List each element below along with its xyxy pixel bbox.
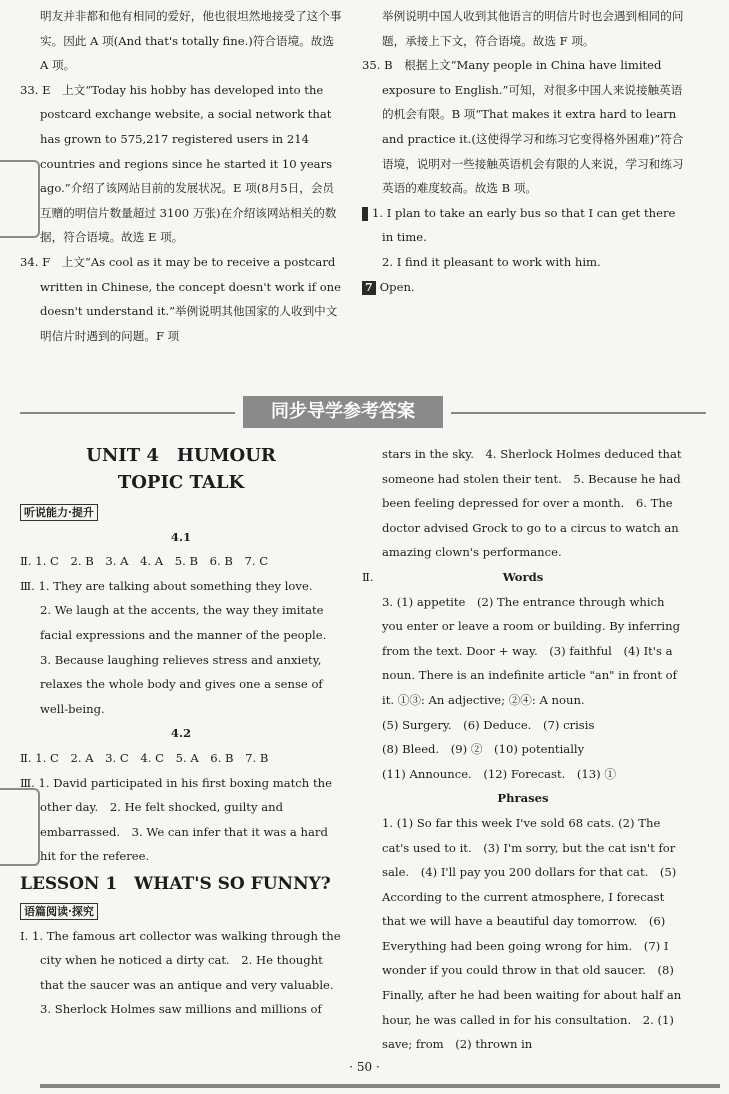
top-right-column [345, 4, 684, 299]
answers-4-1-part-3-q2: 2. We laugh at the accents, the way they imitate facial expressions and the manner of the people. [40, 603, 327, 642]
margin-stamp-top [0, 160, 40, 238]
words-answers: 3. (1) appetite (2) The entrance through which you enter or leave a room or building. By inferring from the text. Door + way. (3) faithful (4) It's a noun. There is an indefinite article "an" in front of it. ①③: An adjective; ②④: A noun. [382, 594, 680, 707]
answers-4-1-part-3-q1: Ⅲ. 1. They are talking about something they love. [20, 578, 313, 593]
bottom-right-column [362, 442, 684, 1057]
listening-speaking-tag: 听说能力·提升 [20, 504, 98, 521]
lesson-1-answers: Ⅰ. 1. The famous art collector was walking through the city when he noticed a dirty cat. 2. He thought that the saucer was an antique and very valuable. 3. Sherlock Holmes saw millions and millions of [20, 928, 346, 1017]
section-7-badge: 7 [362, 281, 376, 295]
words-answers-5-7: (5) Surgery. (6) Deduce. (7) crisis [382, 717, 595, 732]
topic-title: TOPIC TALK [117, 472, 245, 493]
banner-rule-right [451, 412, 706, 414]
answers-4-2-part-2: Ⅱ. 1. C 2. A 3. C 4. C 5. A 6. B 7. B [20, 750, 269, 765]
heading-4-2: 4.2 [170, 726, 192, 741]
answer-34: 34. F 上文“As cool as it may be to receive a postcard written in Chinese, the concept doesn't work if one doesn't understand it.”举例说明其他国家的人收到中文明信片时遇到的问题。F 项 [20, 254, 342, 343]
lesson-1-answers-continued: stars in the sky. 4. Sherlock Holmes deduced that someone had stolen their tent. 5. Because he had been feeling depressed for over a month. 6. The doctor advised Grock to go to a circus to watch an amazing clown's performance. [382, 447, 682, 560]
section-6-badge: 6 [362, 207, 368, 221]
banner-rule-left [20, 412, 235, 414]
footer-rule [40, 1084, 720, 1088]
bottom-left-column [20, 442, 346, 1022]
words-answers-8-10: (8) Bleed. (9) ② (10) potentially [382, 742, 585, 757]
words-heading: Words [502, 569, 544, 584]
section-7: 7 Open. [362, 275, 684, 300]
page-number: · 50 · [349, 1060, 380, 1074]
part-2-label: Ⅱ. [362, 569, 374, 584]
heading-4-1: 4.1 [170, 529, 192, 544]
top-left-column [20, 4, 342, 348]
section-6-item-1: 6 1. I plan to take an early bus so that I can get there in time. [345, 205, 676, 245]
answer-32-continued: 明友并非都和他有相同的爱好，他也很坦然地接受了这个事实。因此 A 项(And that's totally fine.)符合语境。故选 A 项。 [40, 9, 342, 73]
margin-stamp-bottom [0, 788, 40, 866]
phrases-heading: Phrases [497, 791, 549, 806]
answer-33: 33. E 上文“Today his hobby has developed into the postcard exchange website, a social network that has grown to 575,217 registered users in 214 countries and regions since he started it 10 years ago.”介绍了该网站目前的发展状况。E 项(8月5日，会员互赠的明信片数量超过 3100 万张)在介绍该网站相关的数据，符合语境。故选 E 项。 [20, 82, 337, 245]
reading-tag: 语篇阅读·探究 [20, 903, 98, 920]
answer-35: 35. B 根据上文“Many people in China have limited exposure to English.”可知，对很多中国人来说接触英语的机会有限。B 项“That makes it extra hard to learn and practice it.(这使得学习和练习它变得格外困难)”符合语境，说明对一些接触英语机会有限的人来说，学习和练习英语的难度较高。故选 B 项。 [362, 58, 684, 196]
phrases-answers: 1. (1) So far this week I've sold 68 cats. (2) The cat's used to it. (3) I'm sorry, but the cat isn't for sale. (4) I'll pay you 200 dollars for that cat. (5) According to the current atmosphere, I forecast that we will have a beautiful day tomorrow. (6) Everything had been going wrong for him. (7) I wonder if you could throw in that old saucer. (8) Finally, after he had been waiting for about half an hour, he was called in for his consultation. 2. (1) save; from (2) thrown in [382, 815, 682, 1052]
answer-34-continued: 举例说明中国人收到其他语言的明信片时也会遇到相同的问题，承接上下文，符合语境。故选 F 项。 [382, 9, 684, 48]
banner-title: 同步导学参考答案 [243, 396, 443, 428]
answers-4-1-part-3-q3: 3. Because laughing relieves stress and anxiety, relaxes the whole body and gives one a sense of well-being. [40, 652, 323, 716]
unit-title: UNIT 4 HUMOUR [86, 445, 276, 466]
section-banner [0, 396, 729, 430]
answers-4-1-part-2: Ⅱ. 1. C 2. B 3. A 4. A 5. B 6. B 7. C [20, 554, 269, 569]
lesson-title: LESSON 1 WHAT'S SO FUNNY? [20, 873, 331, 894]
words-answers-11-13: (11) Announce. (12) Forecast. (13) ① [382, 766, 616, 781]
answers-4-2-part-3: Ⅲ. 1. David participated in his first boxing match the other day. 2. He felt shocked, guilty and embarrassed. 3. We can infer that it was a hard hit for the referee. [20, 775, 332, 864]
part-2-row [362, 565, 684, 590]
section-6-item-2: 2. I find it pleasant to work with him. [382, 254, 601, 269]
